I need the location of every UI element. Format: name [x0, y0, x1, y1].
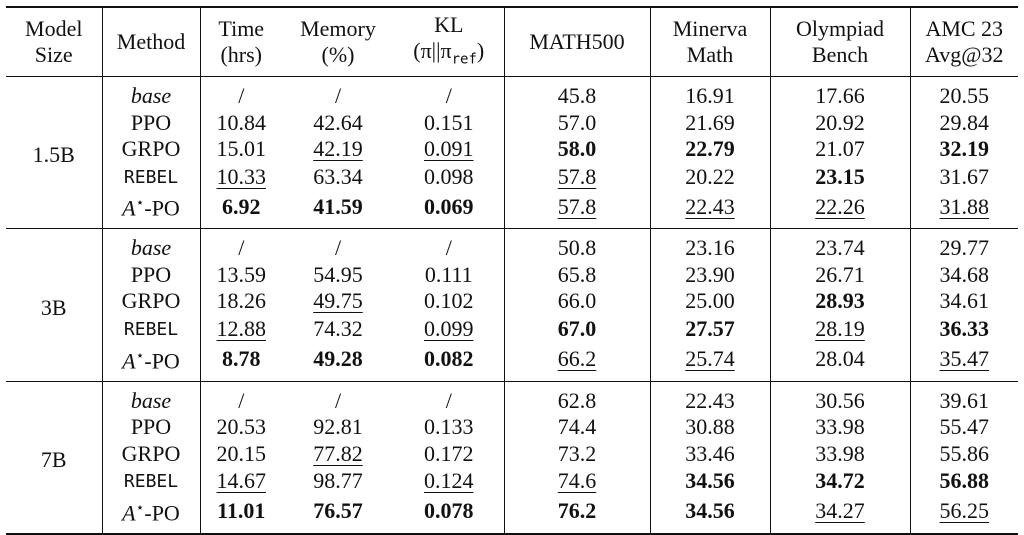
method-cell: REBEL: [102, 467, 200, 496]
method-cell: GRPO: [102, 288, 200, 315]
cell-minerva: 22.43: [650, 381, 770, 414]
cell-olympiad: 23.74: [770, 229, 910, 262]
cell-minerva: 23.90: [650, 262, 770, 289]
table-row: [6, 110, 1018, 137]
method-cell: base: [102, 381, 200, 414]
method-cell: GRPO: [102, 136, 200, 163]
cell-math500: 66.2: [504, 344, 650, 381]
cell-olympiad: 21.07: [770, 136, 910, 163]
table-header: [6, 7, 1018, 77]
header-time: Time (hrs): [200, 7, 282, 77]
header-olympiad: Olympiad Bench: [770, 7, 910, 77]
cell-kl: 0.082: [394, 344, 504, 381]
cell-olympiad: 34.27: [770, 496, 910, 534]
model-size-cell: 7B: [6, 381, 102, 534]
cell-minerva: 34.56: [650, 496, 770, 534]
cell-math500: 50.8: [504, 229, 650, 262]
method-cell: A⋆-PO: [102, 191, 200, 228]
cell-memory: 77.82: [313, 440, 363, 466]
cell-amc: 31.88: [939, 193, 989, 219]
table-row: [6, 77, 1018, 110]
method-cell: base: [102, 229, 200, 262]
cell-olympiad: 26.71: [770, 262, 910, 289]
group-7b: [6, 381, 1018, 534]
cell-amc: 56.25: [939, 498, 989, 524]
cell-olympiad: 28.93: [770, 288, 910, 315]
header-math500: MATH500: [504, 7, 650, 77]
cell-amc: 29.84: [939, 109, 989, 135]
cell-time: 6.92: [222, 193, 261, 219]
model-size-cell: 3B: [6, 229, 102, 381]
method-cell: PPO: [102, 110, 200, 137]
results-table: [6, 6, 1018, 535]
cell-minerva: 33.46: [650, 441, 770, 468]
cell-kl: 0.151: [394, 110, 504, 137]
cell-kl: 0.102: [394, 288, 504, 315]
method-cell: PPO: [102, 262, 200, 289]
cell-minerva: 27.57: [650, 315, 770, 344]
method-cell: GRPO: [102, 441, 200, 468]
table-row: [6, 315, 1018, 344]
cell-amc: 20.55: [939, 83, 989, 108]
cell-kl: 0.078: [394, 496, 504, 534]
cell-amc: 29.77: [939, 235, 989, 261]
cell-amc: 36.33: [939, 316, 989, 342]
cell-minerva: 30.88: [650, 414, 770, 441]
cell-minerva: 22.79: [650, 136, 770, 163]
cell-memory: 92.81: [313, 414, 363, 440]
cell-olympiad: 30.56: [770, 381, 910, 414]
cell-amc: 56.88: [939, 468, 989, 494]
header-minerva: Minerva Math: [650, 7, 770, 77]
cell-kl: 0.133: [394, 414, 504, 441]
cell-kl: 0.069: [394, 191, 504, 228]
cell-memory: 41.59: [313, 193, 363, 219]
cell-kl: 0.111: [394, 262, 504, 289]
cell-memory: 49.28: [313, 345, 363, 371]
cell-olympiad: 20.92: [770, 110, 910, 137]
cell-olympiad: 23.15: [770, 163, 910, 192]
cell-memory: 76.57: [313, 498, 363, 524]
cell-math500: 73.2: [504, 441, 650, 468]
cell-math500: 74.6: [504, 467, 650, 496]
header-memory: Memory (%): [282, 7, 394, 77]
cell-memory: 54.95: [313, 261, 363, 287]
cell-math500: 57.8: [504, 163, 650, 192]
table-row: [6, 191, 1018, 228]
table-row: [6, 467, 1018, 496]
header-method: Method: [102, 7, 200, 77]
cell-kl: 0.098: [394, 163, 504, 192]
method-cell: A⋆-PO: [102, 344, 200, 381]
header-amc: AMC 23 Avg@32: [910, 7, 1018, 77]
cell-memory: 98.77: [313, 468, 363, 494]
cell-minerva: 16.91: [650, 77, 770, 110]
cell-minerva: 20.22: [650, 163, 770, 192]
cell-kl: 0.124: [394, 467, 504, 496]
cell-time: /: [238, 83, 245, 108]
cell-time: 20.53: [216, 414, 266, 440]
cell-amc: 55.86: [939, 440, 989, 466]
cell-olympiad: 28.04: [770, 344, 910, 381]
cell-kl: 0.091: [394, 136, 504, 163]
method-cell: base: [102, 77, 200, 110]
cell-math500: 57.8: [504, 191, 650, 228]
cell-time: 13.59: [216, 261, 266, 287]
table-row: [6, 344, 1018, 381]
cell-math500: 65.8: [504, 262, 650, 289]
cell-memory: /: [334, 235, 342, 261]
cell-math500: 76.2: [504, 496, 650, 534]
cell-memory: 49.75: [313, 288, 363, 314]
table-row: [6, 136, 1018, 163]
cell-memory: 63.34: [313, 163, 363, 189]
cell-time: 10.84: [216, 109, 266, 135]
method-cell: PPO: [102, 414, 200, 441]
cell-minerva: 25.74: [650, 344, 770, 381]
cell-memory: 42.64: [313, 109, 363, 135]
cell-minerva: 22.43: [650, 191, 770, 228]
cell-amc: 39.61: [939, 387, 989, 413]
cell-amc: 32.19: [939, 136, 989, 162]
cell-minerva: 34.56: [650, 467, 770, 496]
header-model-size: Model Size: [6, 7, 102, 77]
table-row: [6, 496, 1018, 534]
table-row: [6, 163, 1018, 192]
table-row: [6, 441, 1018, 468]
cell-math500: 45.8: [504, 77, 650, 110]
cell-olympiad: 34.72: [770, 467, 910, 496]
table-row: [6, 229, 1018, 262]
cell-minerva: 25.00: [650, 288, 770, 315]
cell-time: 10.33: [216, 163, 266, 189]
cell-time: /: [238, 387, 245, 413]
model-size-cell: 1.5B: [6, 77, 102, 229]
header-kl: KL $(\pi||\pi_{ref})$: [394, 7, 504, 77]
method-cell: REBEL: [102, 315, 200, 344]
cell-time: 11.01: [217, 498, 266, 524]
cell-kl: 0.099: [394, 315, 504, 344]
cell-minerva: 23.16: [650, 229, 770, 262]
table-row: [6, 262, 1018, 289]
table-row: [6, 381, 1018, 414]
cell-amc: 35.47: [939, 345, 989, 371]
method-cell: A⋆-PO: [102, 496, 200, 534]
cell-olympiad: 33.98: [770, 441, 910, 468]
cell-math500: 67.0: [504, 315, 650, 344]
cell-minerva: 21.69: [650, 110, 770, 137]
cell-kl: /: [394, 77, 504, 110]
cell-amc: 55.47: [939, 414, 989, 440]
group-1-5b: [6, 77, 1018, 229]
cell-math500: 62.8: [504, 381, 650, 414]
cell-olympiad: 17.66: [770, 77, 910, 110]
cell-amc: 34.61: [939, 288, 989, 314]
table-row: [6, 288, 1018, 315]
cell-memory: /: [334, 83, 342, 108]
cell-memory: /: [334, 387, 342, 413]
cell-time: 8.78: [222, 345, 261, 371]
cell-math500: 57.0: [504, 110, 650, 137]
method-cell: REBEL: [102, 163, 200, 192]
cell-amc: 31.67: [939, 163, 989, 189]
cell-math500: 66.0: [504, 288, 650, 315]
cell-kl: /: [394, 381, 504, 414]
cell-memory: 74.32: [313, 316, 363, 342]
cell-olympiad: 28.19: [770, 315, 910, 344]
cell-time: /: [238, 235, 245, 261]
cell-kl: /: [394, 229, 504, 262]
table-row: [6, 414, 1018, 441]
cell-amc: 34.68: [939, 261, 989, 287]
cell-memory: 42.19: [313, 136, 363, 162]
cell-kl: 0.172: [394, 441, 504, 468]
group-3b: [6, 229, 1018, 381]
cell-time: 18.26: [216, 288, 266, 314]
cell-olympiad: 22.26: [770, 191, 910, 228]
cell-time: 15.01: [216, 136, 266, 162]
cell-olympiad: 33.98: [770, 414, 910, 441]
cell-time: 12.88: [216, 316, 266, 342]
cell-time: 20.15: [216, 440, 266, 466]
cell-math500: 74.4: [504, 414, 650, 441]
cell-math500: 58.0: [504, 136, 650, 163]
cell-time: 14.67: [216, 468, 266, 494]
